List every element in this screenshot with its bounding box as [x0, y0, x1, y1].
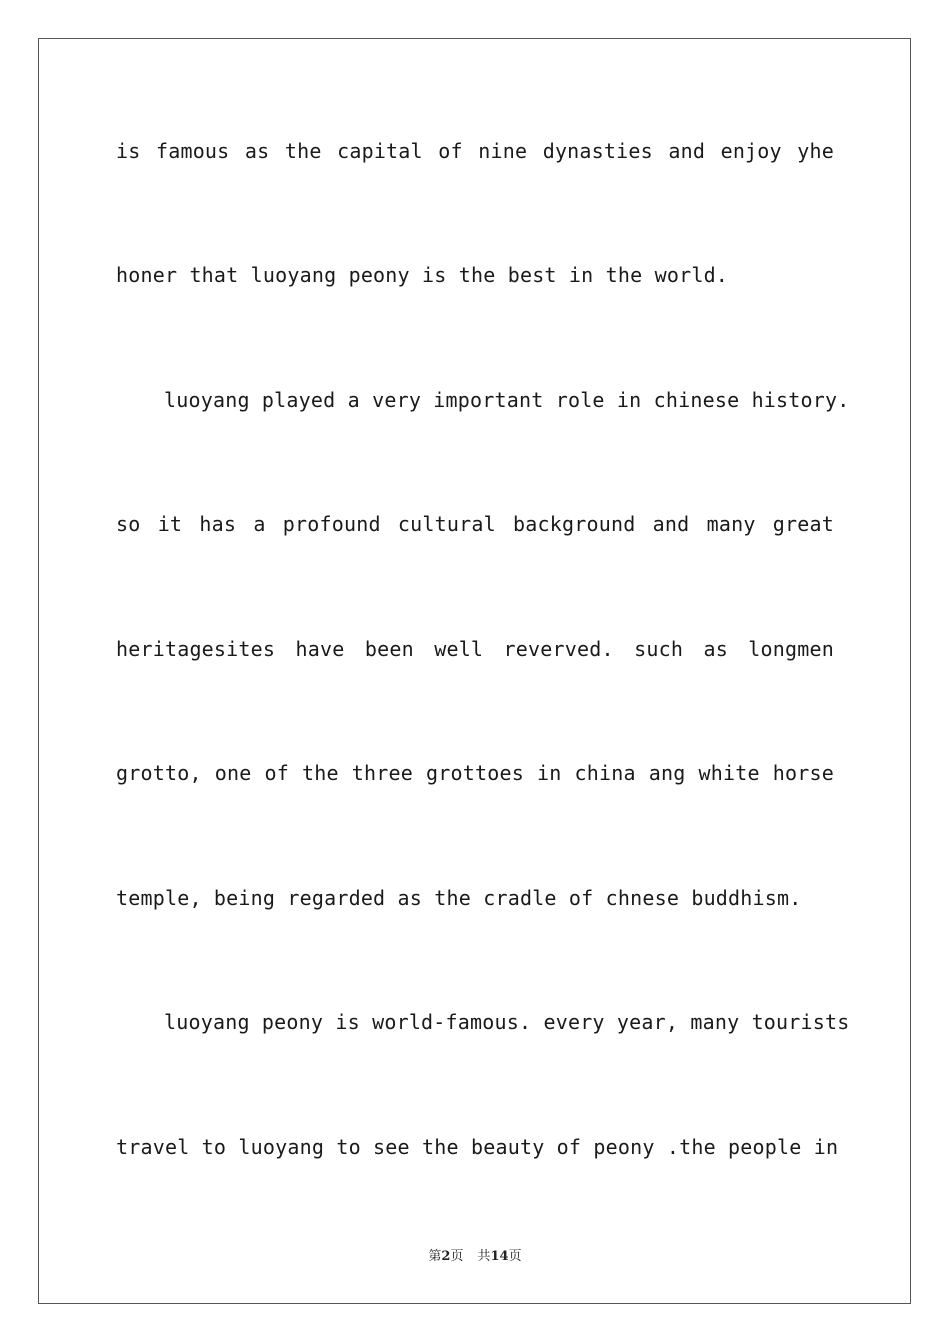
text-line-4: so it has a profound cultural background and many great [116, 512, 834, 536]
page-footer [0, 1248, 950, 1266]
text-line-6: grotto, one of the three grottoes in china ang white horse [116, 761, 834, 785]
total-pages-number: 14 [490, 1249, 509, 1264]
text-line-1: is famous as the capital of nine dynasties and enjoy yhe [116, 139, 834, 163]
current-page-number: 2 [441, 1249, 451, 1264]
text-line-3: luoyang played a very important role in chinese history. [164, 388, 850, 412]
footer-total-suffix: 页 [508, 1249, 522, 1264]
text-line-7: temple, being regarded as the cradle of chnese buddhism. [116, 886, 802, 910]
text-line-9: travel to luoyang to see the beauty of peony .the people in [116, 1135, 839, 1159]
footer-prefix: 第 [428, 1249, 442, 1264]
footer-page-word: 页 [450, 1249, 464, 1264]
footer-total-prefix: 共 [477, 1249, 491, 1264]
text-line-2: honer that luoyang peony is the best in the world. [116, 263, 729, 287]
text-line-5: heritagesites have been well reverved. such as longmen [116, 637, 834, 661]
page-border [38, 38, 911, 1304]
text-line-8: luoyang peony is world-famous. every year, many tourists [164, 1010, 850, 1034]
